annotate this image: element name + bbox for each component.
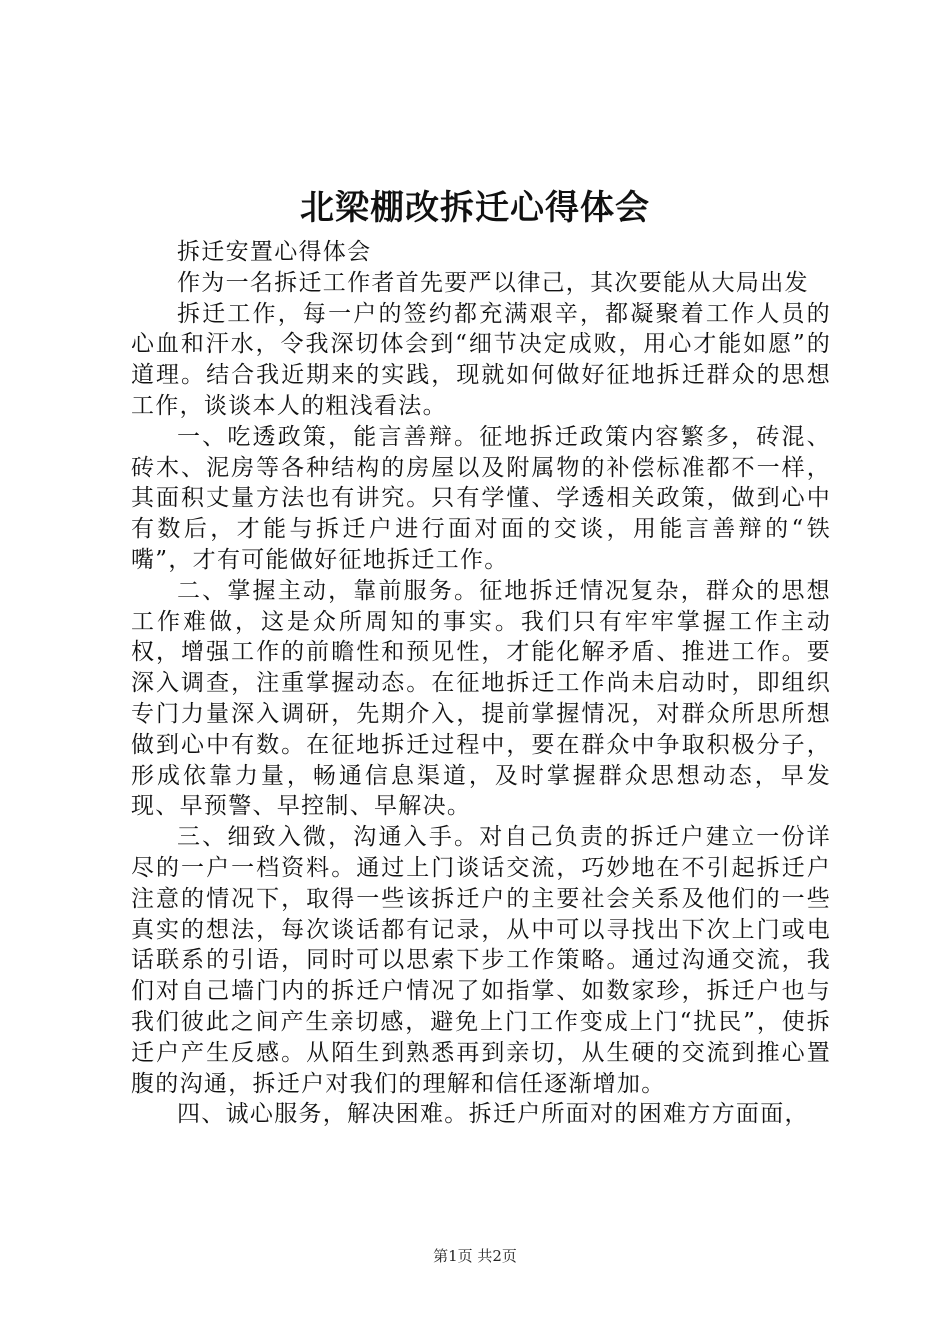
page-footer: 第1页 共2页	[433, 1247, 517, 1265]
paragraph-section-3: 三、细致入微，沟通入手。对自己负责的拆迁户建立一份详尽的一户一档资料。通过上门谈话交流，巧妙地在不引起拆迁户注意的情况下，取得一些该拆迁户的主要社会关系及他们的一些真实的想法，每次谈话都有记录，从中可以寻找出下次上门或电话联系的引语，同时可以思索下步工作策略。通过沟通交流，我们对自己墙门内的拆迁户情况了如指掌、如数家珍，拆迁户也与我们彼此之间产生亲切感，避免上门工作变成上门“扰民”，使拆迁户产生反感。从陌生到熟悉再到亲切，从生硬的交流到推心置腹的沟通，拆迁户对我们的理解和信任逐渐增加。	[131, 824, 831, 1097]
paragraph-subtitle: 拆迁安置心得体会	[177, 239, 372, 265]
document-body	[131, 237, 831, 1130]
paragraph-overview: 拆迁工作，每一户的签约都充满艰辛，都凝聚着工作人员的心血和汗水，令我深切体会到“细节决定成败，用心才能如愿”的道理。结合我近期来的实践，现就如何做好征地拆迁群众的思想工作，谈谈本人的粗浅看法。	[131, 300, 831, 419]
paragraph-section-4: 四、诚心服务，解决困难。拆迁户所面对的困难方方面面，	[177, 1101, 809, 1128]
paragraph-section-1: 一、吃透政策，能言善辩。征地拆迁政策内容繁多，砖混、砖木、泥房等各种结构的房屋以及附属物的补偿标准都不一样，其面积丈量方法也有讲究。只有学懂、学透相关政策，做到心中有数后，才能与拆迁户进行面对面的交谈，用能言善辩的“铁嘴”，才有可能做好征地拆迁工作。	[131, 423, 831, 573]
paragraph-intro: 作为一名拆迁工作者首先要严以律己，其次要能从大局出发	[177, 269, 809, 296]
document-title: 北梁棚改拆迁心得体会	[300, 188, 650, 228]
paragraph-section-2: 二、掌握主动，靠前服务。征地拆迁情况复杂，群众的思想工作难做，这是众所周知的事实。我们只有牢牢掌握工作主动权，增强工作的前瞻性和预见性，才能化解矛盾、推进工作。要深入调查，注重掌握动态。在征地拆迁工作尚未启动时，即组织专门力量深入调研，先期介入，提前掌握情况，对群众所思所想做到心中有数。在征地拆迁过程中，要在群众中争取积极分子，形成依靠力量，畅通信息渠道，及时掌握群众思想动态，早发现、早预警、早控制、早解决。	[131, 577, 831, 820]
